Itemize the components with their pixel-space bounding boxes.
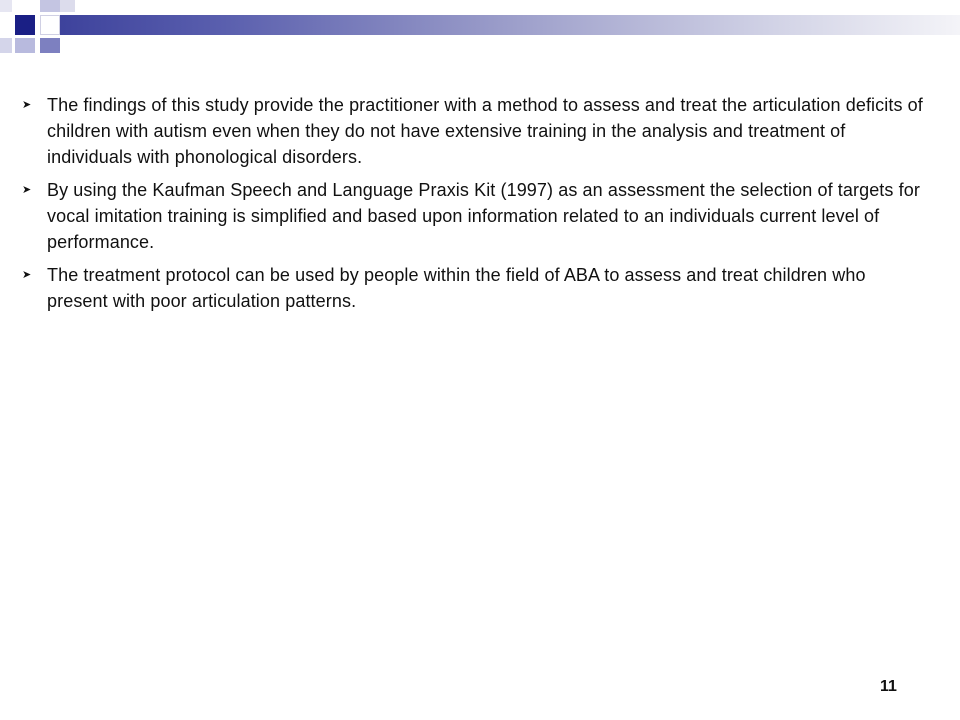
bullet-text: The findings of this study provide the practitioner with a method to assess and treat the articulation deficits of children with autism even when they do not have extensive training in the analysis and treatment of individuals with phonological disorders. (47, 95, 923, 167)
corner-square-decoration (0, 0, 12, 12)
arrow-right-icon: ➤ (22, 269, 32, 281)
corner-square-decoration (40, 0, 60, 12)
bullet-text: The treatment protocol can be used by people within the field of ABA to assess and treat children who present with poor articulation patterns. (47, 265, 866, 311)
bullet-item (22, 177, 927, 255)
bullet-item (22, 262, 927, 314)
corner-square-decoration (0, 38, 12, 53)
bullet-list (22, 92, 927, 321)
bullet-text: By using the Kaufman Speech and Language Praxis Kit (1997) as an assessment the selection of targets for vocal imitation training is simplified and based upon information related to an individuals current level of performance. (47, 180, 920, 252)
arrow-right-icon: ➤ (22, 184, 32, 196)
corner-square-decoration (40, 15, 60, 35)
page-number: 11 (880, 678, 897, 695)
corner-square-decoration (60, 0, 75, 12)
corner-square-decoration (40, 38, 60, 53)
corner-square-decoration (15, 38, 35, 53)
header-gradient-band (40, 15, 960, 35)
arrow-right-icon: ➤ (22, 99, 32, 111)
corner-square-decoration (15, 15, 35, 35)
bullet-item (22, 92, 927, 170)
